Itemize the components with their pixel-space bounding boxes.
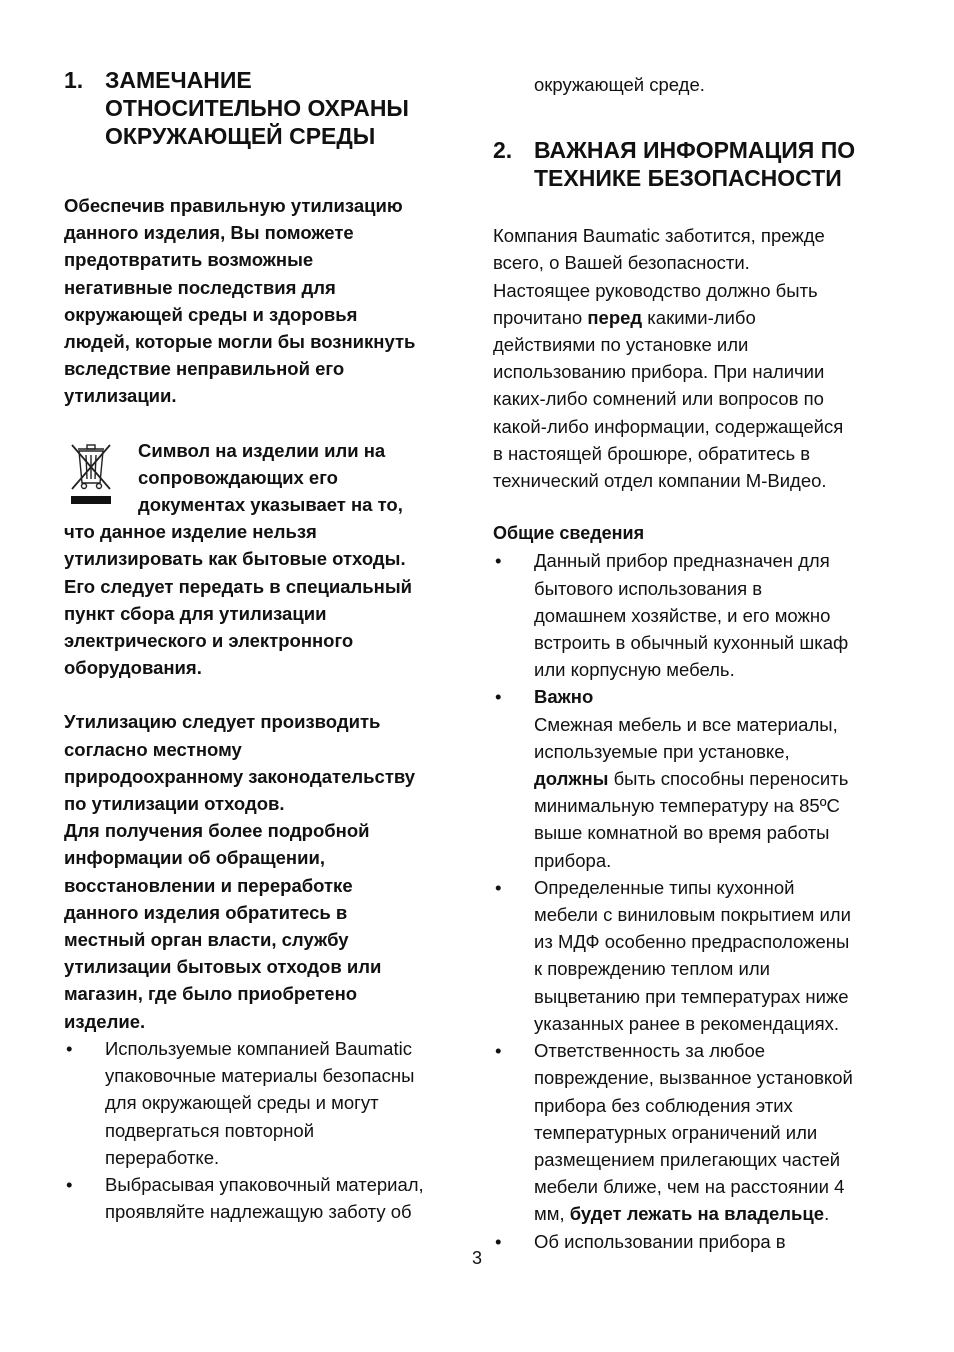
text-line: размещением прилегающих частей (534, 1148, 841, 1170)
text-line: прибора. (534, 849, 612, 871)
text-line: оборудования. (64, 657, 202, 679)
text-fragment: прочитано (493, 306, 588, 328)
heading-line: ТЕХНИКЕ БЕЗОПАСНОСТИ (534, 165, 842, 192)
text-line: сопровождающих его (138, 466, 338, 488)
continued-text: окружающей среде. (534, 74, 705, 95)
text-line: каких-либо сомнений или вопросов по (493, 388, 824, 410)
text-fragment: быть способны переносить (608, 768, 849, 790)
text-line: что данное изделие нельзя (64, 521, 317, 543)
text-line: действиями по установке или (493, 334, 749, 356)
text-line: всего, о Вашей безопасности. (493, 252, 750, 274)
section-2-number: 2. (493, 137, 513, 164)
text-line: восстановлении и переработке (64, 874, 353, 896)
emphasis-text: перед (587, 306, 643, 328)
heading-line: ВАЖНАЯ ИНФОРМАЦИЯ ПО (534, 137, 856, 164)
text-line: указанных ранее в рекомендациях. (534, 1012, 840, 1034)
text-line: технический отдел компании М-Видео. (493, 470, 827, 492)
text-line: электрического и электронного (64, 630, 354, 652)
disposal-regulations-paragraph (64, 708, 464, 1034)
text-line: используемые при установке, (534, 740, 790, 762)
text-line: предотвратить возможные (64, 249, 314, 271)
symbol-paragraph (64, 437, 464, 682)
text-line: по утилизации отходов. (64, 793, 285, 815)
important-label: Важно (534, 686, 594, 708)
text-line: изделие. (64, 1010, 146, 1032)
text-line: выше комнатной во время работы (534, 822, 830, 844)
text-line: упаковочные материалы безопасны (105, 1065, 415, 1087)
text-line: вследствие неправильной его (64, 358, 345, 380)
text-line: природоохранному законодательству (64, 765, 416, 787)
text-line: встроить в обычный кухонный шкаф (534, 632, 849, 654)
text-line: Его следует передать в специальный (64, 575, 413, 597)
text-line: Определенные типы кухонной (534, 876, 795, 898)
text-line: местный орган власти, службу (64, 929, 349, 951)
text-line: данного изделия обратитесь в (64, 901, 348, 923)
text-line: Символ на изделии или на (138, 439, 386, 461)
text-line (534, 765, 893, 792)
bullet-icon: • (495, 1230, 502, 1252)
crossed-out-wheelie-bin-icon (68, 443, 114, 505)
text-fragment: . (824, 1203, 830, 1225)
text-line: температурных ограничений или (534, 1121, 818, 1143)
text-line: пункт сбора для утилизации (64, 602, 327, 624)
list-item (493, 1037, 893, 1227)
text-line: бытового использования в (534, 577, 763, 599)
heading-line: ОТНОСИТЕЛЬНО ОХРАНЫ (105, 95, 409, 121)
bullet-icon: • (66, 1173, 73, 1195)
weee-symbol-block (64, 437, 464, 682)
right-column (493, 66, 893, 1255)
page-number: 3 (471, 1248, 482, 1268)
section-1-number: 1. (64, 67, 84, 93)
text-line: Компания Baumatic заботится, прежде (493, 225, 825, 247)
text-line: использованию прибора. При наличии (493, 361, 825, 383)
packaging-bullet-list (64, 1035, 464, 1225)
text-line: окружающей среды и здоровья (64, 303, 358, 325)
text-fragment: какими-либо (642, 306, 756, 328)
emphasis-text: будет лежать на владельце (569, 1203, 825, 1225)
bullet-icon: • (66, 1037, 73, 1059)
text-line: Для получения более подробной (64, 820, 370, 842)
bullet-icon: • (495, 876, 502, 898)
list-item (493, 547, 893, 683)
bullet-icon: • (495, 1040, 502, 1062)
list-item (493, 874, 893, 1037)
text-line: подвергаться повторной (105, 1119, 315, 1141)
bullet-icon: • (495, 686, 502, 708)
list-item (493, 683, 893, 873)
text-line: или корпусную мебель. (534, 659, 735, 681)
text-line: для окружающей среды и могут (105, 1092, 379, 1114)
text-line: повреждение, вызванное установкой (534, 1067, 853, 1089)
text-line: утилизации бытовых отходов или (64, 956, 382, 978)
text-line: данного изделия, Вы поможете (64, 222, 354, 244)
text-line: переработке. (105, 1146, 220, 1168)
left-column (64, 66, 464, 1225)
text-line: утилизации. (64, 385, 177, 407)
list-item (64, 1035, 464, 1171)
text-line: Обеспечив правильную утилизацию (64, 195, 403, 216)
heading-line: ОКРУЖАЮЩЕЙ СРЕДЫ (105, 123, 376, 149)
text-line (534, 1200, 893, 1227)
text-line: какой-либо информации, содержащейся (493, 415, 844, 437)
general-info-subheading: Общие сведения (493, 523, 645, 544)
text-line: Ответственность за любое (534, 1040, 766, 1062)
text-line: Используемые компанией Baumatic (105, 1037, 412, 1059)
section-2-heading (493, 136, 893, 192)
text-line: Утилизацию следует производить (64, 711, 381, 733)
text-line: мебели ближе, чем на расстоянии 4 (534, 1176, 845, 1198)
text-line: мебели с виниловым покрытием или (534, 904, 851, 926)
section-1-heading (64, 66, 464, 150)
text-line: Об использовании прибора в (534, 1230, 786, 1252)
list-item (64, 1171, 464, 1225)
text-line: утилизировать как бытовые отходы. (64, 548, 406, 570)
text-line: в настоящей брошюре, обратитесь в (493, 442, 811, 464)
text-line: из МДФ особенно предрасположены (534, 931, 850, 953)
emphasis-text: должны (534, 768, 609, 790)
text-line: информации об обращении, (64, 847, 325, 869)
text-line: магазин, где было приобретено (64, 983, 358, 1005)
text-fragment: мм, (534, 1203, 570, 1225)
text-line: выцветанию при температурах ниже (534, 985, 849, 1007)
text-line: проявляйте надлежащую заботу об (105, 1201, 412, 1223)
text-line (493, 304, 893, 331)
text-line: согласно местному (64, 738, 242, 760)
text-line: к повреждению теплом или (534, 958, 770, 980)
text-line: прибора без соблюдения этих (534, 1094, 793, 1116)
text-line: людей, которые могли бы возникнуть (64, 331, 416, 353)
bullet-icon: • (495, 550, 502, 572)
text-line: Выбрасывая упаковочный материал, (105, 1173, 424, 1195)
text-line: документах указывает на то, (138, 494, 403, 516)
safety-intro-paragraph (493, 222, 893, 494)
disposal-intro-paragraph (64, 192, 464, 410)
general-info-bullet-list (493, 547, 893, 1254)
text-line: Смежная мебель и все материалы, (534, 713, 838, 735)
heading-line: ЗАМЕЧАНИЕ (105, 67, 252, 93)
text-line: минимальную температуру на 85ºC (534, 795, 840, 817)
text-line: Настоящее руководство должно быть (493, 279, 818, 301)
text-line: Данный прибор предназначен для (534, 550, 830, 572)
text-line: домашнем хозяйстве, и его можно (534, 604, 831, 626)
text-line: негативные последствия для (64, 276, 336, 298)
